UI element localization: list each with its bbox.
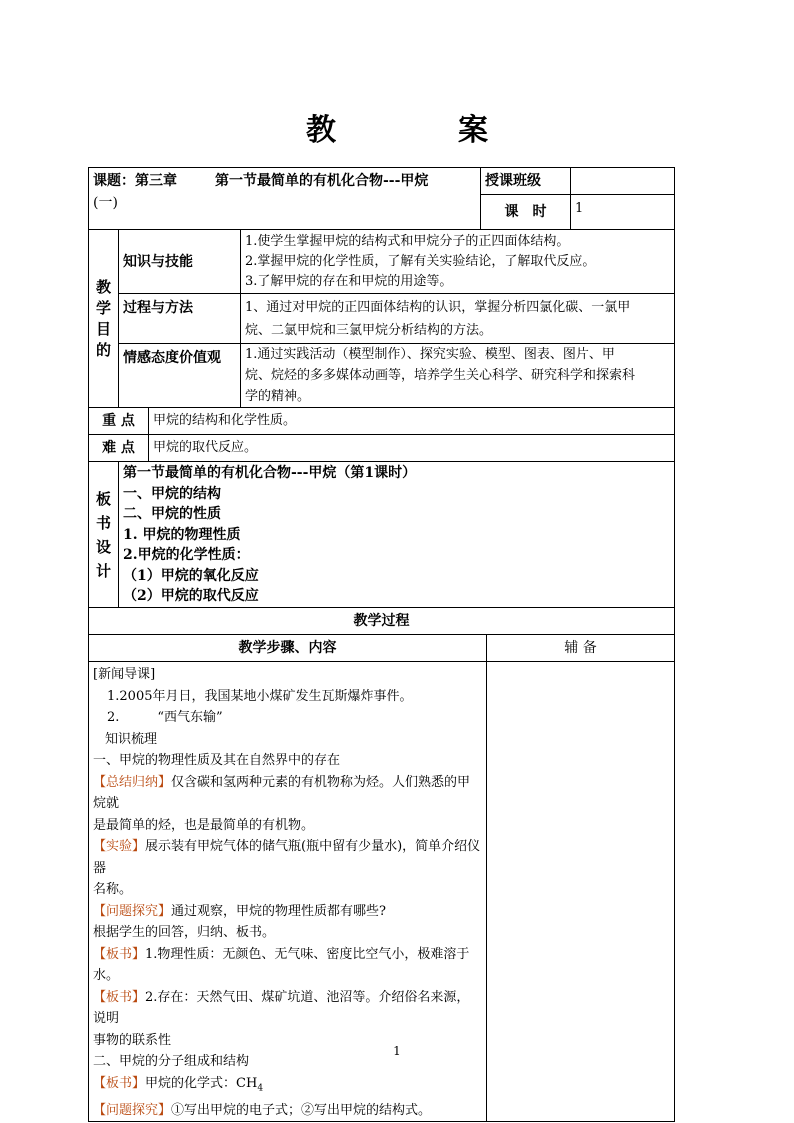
difficulty-label: 难 点 bbox=[89, 435, 149, 462]
hours-label: 课 时 bbox=[481, 195, 571, 230]
objectives-label: 教 学 目 的 bbox=[89, 230, 119, 408]
objective-label-process: 过程与方法 bbox=[119, 294, 241, 344]
class-label: 授课班级 bbox=[481, 168, 571, 195]
class-value bbox=[571, 168, 675, 195]
process-title: 教学过程 bbox=[89, 608, 675, 635]
key-point-label: 重 点 bbox=[89, 408, 149, 435]
process-col-steps: 教学步骤、内容 bbox=[89, 635, 487, 662]
difficulty-value: 甲烷的取代反应。 bbox=[149, 435, 675, 462]
board-label: 板 书 设 计 bbox=[89, 462, 119, 608]
objective-text-process: 1、通过对甲烷的正四面体结构的认识，掌握分析四氯化碳、一氯甲 烷、二氯甲烷和三氯甲烷分析结构的方法。 bbox=[241, 294, 675, 344]
process-col-notes: 辅 备 bbox=[487, 635, 675, 662]
process-steps-content: [新闻导课] 1.2005年月日，我国某地小煤矿发生瓦斯爆炸事件。 2. “西气东输” 知识梳理 一、甲烷的物理性质及其在自然界中的存在 【总结归纳】仅含碳和氢两种元素的有机物称为烃。人们熟悉的甲烷就 是最简单的烃，也是最简单的有机物。 【实验】展示装有甲烷气体的储气瓶(瓶中留有少量水)，简单介绍仪器 名称。 【问题探究】通过观察，甲烷的物理性质都有哪些? 根据学生的回答，归纳、板书。 【板书】1.物理性质：无颜色、无气味、密度比空气小，极难溶于水。 【板书】2.存在：天然气田、煤矿坑道、池沼等。介绍俗名来源，说明 事物的联系性 二、甲烷的分子组成和结构 【板书】甲烷的化学式：$CH_4$ 【问题探究】①写出甲烷的电子式；②写出甲烷的结构式。 bbox=[89, 662, 487, 1122]
objective-label-attitude: 情感态度价值观 bbox=[119, 344, 241, 408]
key-point-value: 甲烷的结构和化学性质。 bbox=[149, 408, 675, 435]
topic-continuation: (一) bbox=[93, 195, 118, 211]
page-number: 1 bbox=[393, 1044, 401, 1058]
hours-value: 1 bbox=[571, 195, 675, 230]
objective-label-knowledge: 知识与技能 bbox=[119, 230, 241, 294]
page-title: 教 案 bbox=[306, 113, 534, 148]
objective-text-knowledge: 1.使学生掌握甲烷的结构式和甲烷分子的正四面体结构。 2.掌握甲烷的化学性质，了解有关实验结论，了解取代反应。 3.了解甲烷的存在和甲烷的用途等。 bbox=[241, 230, 675, 294]
topic-title: 第一节最简单的有机化合物---甲烷 bbox=[215, 173, 429, 189]
topic-label: 课题：第三章 bbox=[93, 173, 177, 189]
board-content: 第一节最简单的有机化合物---甲烷（第1课时） 一、甲烷的结构 二、甲烷的性质 1. 甲烷的物理性质 2.甲烷的化学性质： （1）甲烷的氧化反应 （2）甲烷的取代反应 bbox=[119, 462, 675, 608]
lesson-plan-table bbox=[88, 167, 675, 1122]
topic-cell bbox=[89, 168, 481, 230]
objective-text-attitude: 1.通过实践活动（模型制作）、探究实验、模型、图表、图片、甲 烷、烷烃的多多媒体动画等，培养学生关心科学、研究科学和探索科 学的精神。 bbox=[241, 344, 675, 408]
